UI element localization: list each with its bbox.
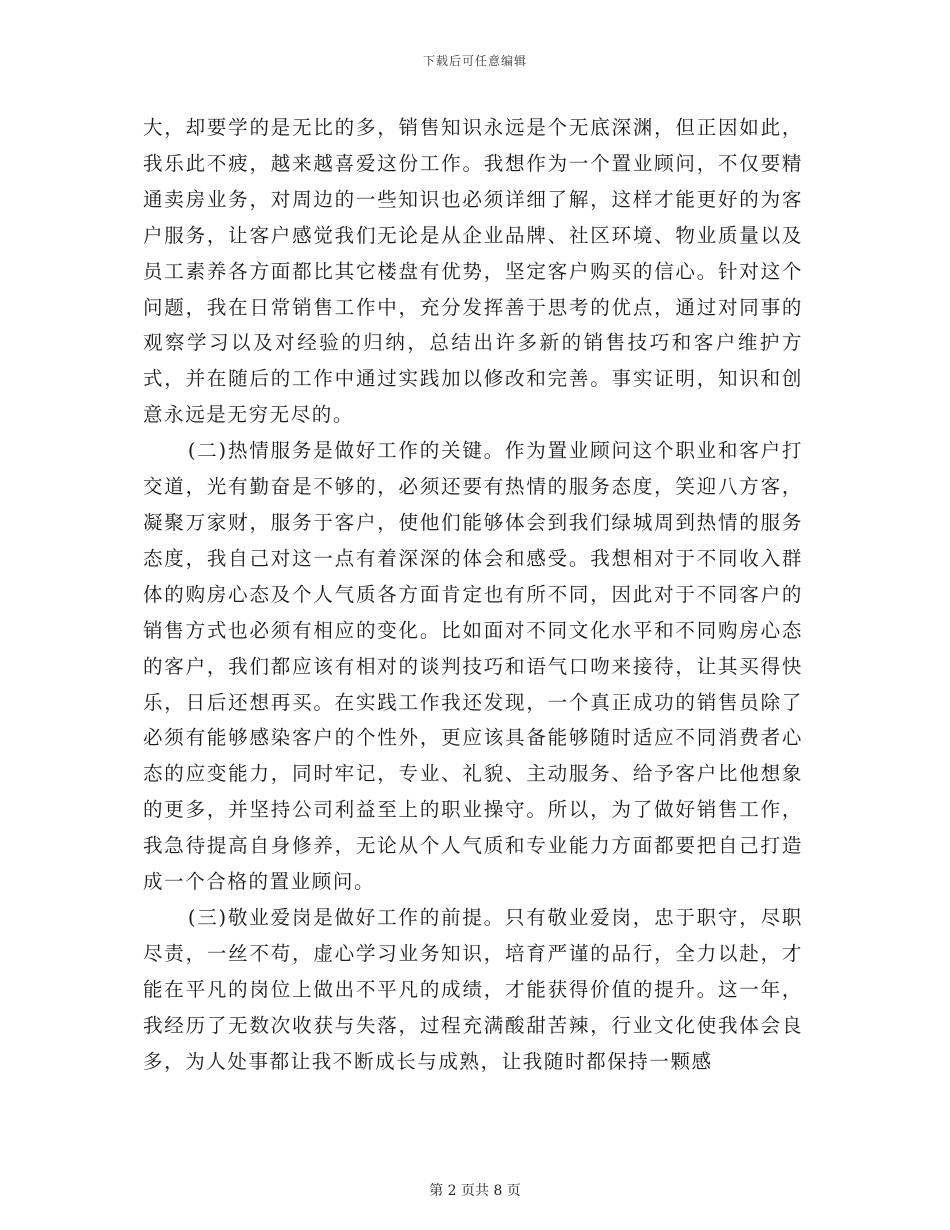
page-footer: 第 2 页共 8 页 — [429, 1183, 521, 1199]
paragraph-continuation: 大，却要学的是无比的多，销售知识永远是个无底深渊，但正因如此，我乐此不疲，越来越喜爱这份工作。我想作为一个置业顾问，不仅要精通卖房业务，对周边的一些知识也必须详细了解，这样才能更好的为客户服务，让客户感觉我们无论是从企业品牌、社区环境、物业质量以及员工素养各方面都比其它楼盘有优势，坚定客户购买的信心。针对这个问题，我在日常销售工作中，充分发挥善于思考的优点，通过对同事的观察学习以及对经验的归纳，总结出许多新的销售技巧和客户维护方式，并在随后的工作中通过实践加以修改和完善。事实证明，知识和创意永远是无穷无尽的。 — [143, 116, 803, 427]
page-header: 下载后可任意编辑 — [422, 54, 527, 68]
paragraph-section-3: (三)敬业爱岗是做好工作的前提。只有敬业爱岗，忠于职守，尽职尽责，一丝不苟，虚心学习业务知识，培育严谨的品行，全力以赴，才能在平凡的岗位上做出不平凡的成绩，才能获得价值的提升。这一年，我经历了无数次收获与失落，过程充满酸甜苦辣，行业文化使我体会良多，为人处事都让我不断成长与成熟，让我随时都保持一颗感 — [143, 905, 803, 1073]
document-body — [143, 110, 803, 1079]
paragraph-section-2: (二)热情服务是做好工作的关键。作为置业顾问这个职业和客户打交道，光有勤奋是不够的，必须还要有热情的服务态度，笑迎八方客，凝聚万家财，服务于客户，使他们能够体会到我们绿城周到热情的服务态度，我自己对这一点有着深深的体会和感受。我想相对于不同收入群体的购房心态及个人气质各方面肯定也有所不同，因此对于不同客户的销售方式也必须有相应的变化。比如面对不同文化水平和不同购房心态的客户，我们都应该有相对的谈判技巧和语气口吻来接待，让其买得快乐，日后还想再买。在实践工作我还发现，一个真正成功的销售员除了必须有能够感染客户的个性外，更应该具备能够随时适应不同消费者心态的应变能力，同时牢记，专业、礼貌、主动服务、给予客户比他想象的更多，并坚持公司利益至上的职业操守。所以，为了做好销售工作，我急待提高自身修养，无论从个人气质和专业能力方面都要把自己打造成一个合格的置业顾问。 — [143, 439, 803, 894]
